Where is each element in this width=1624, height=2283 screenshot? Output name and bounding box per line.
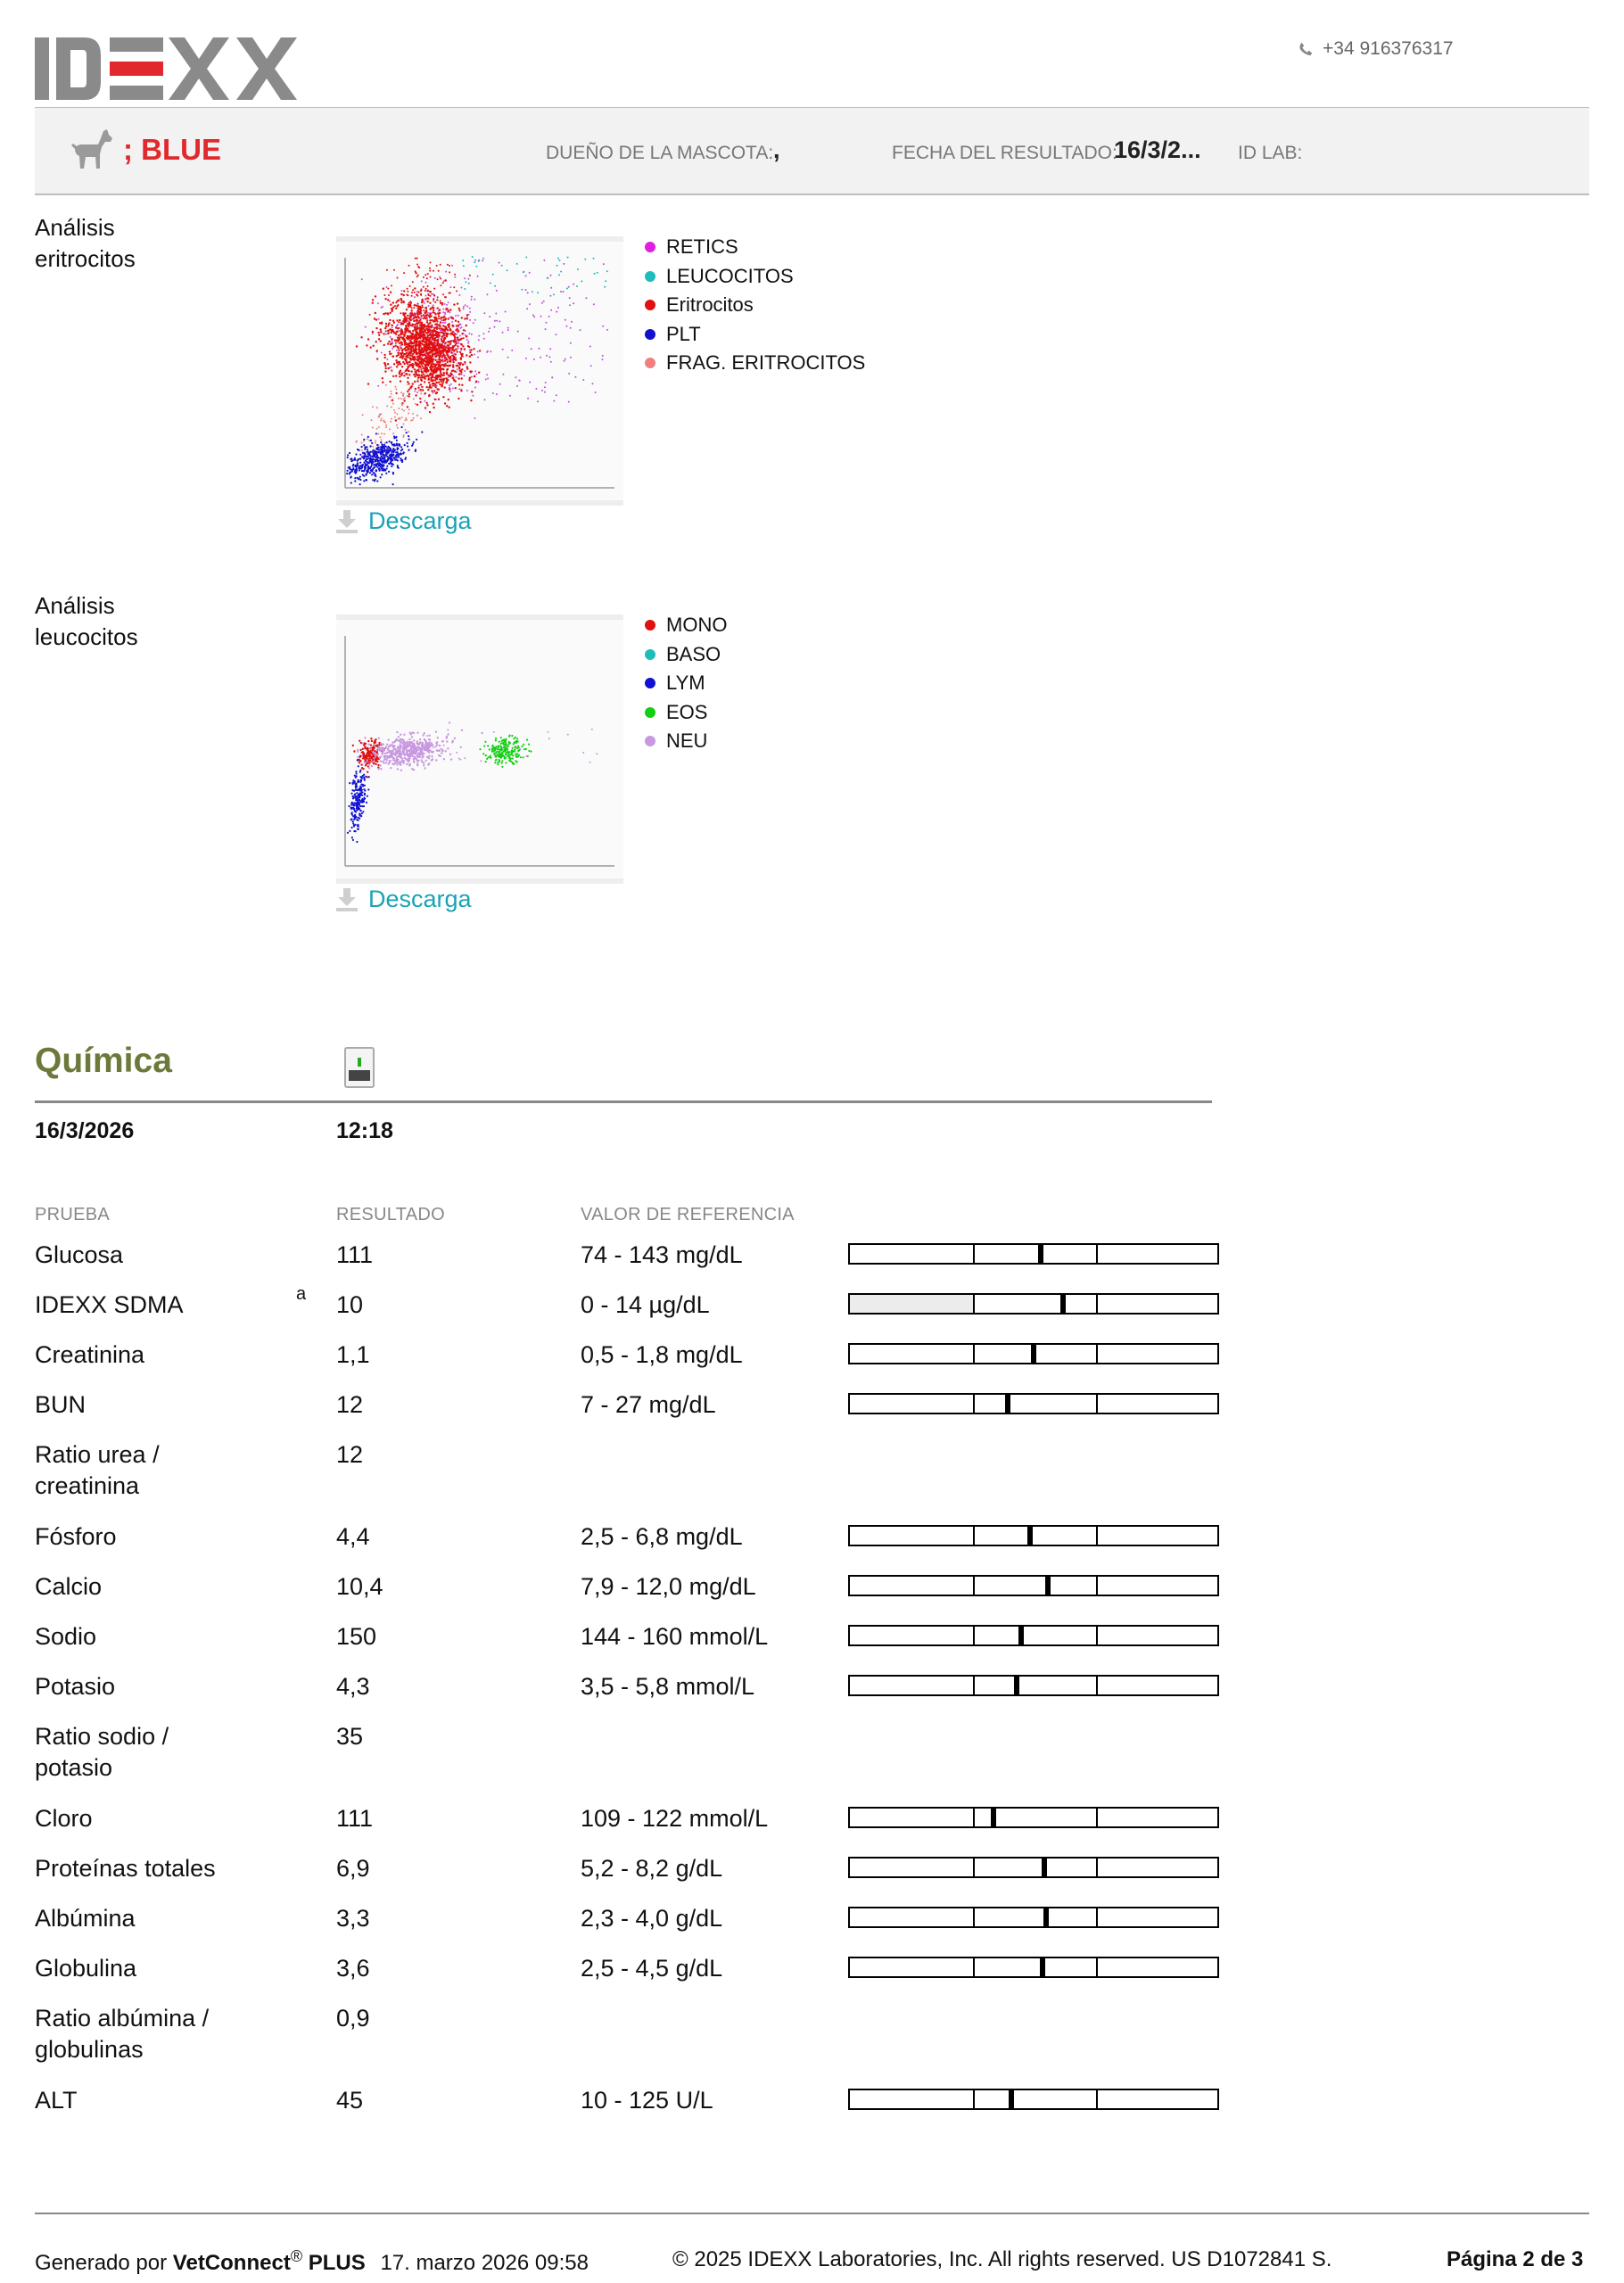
point-cloud: [479, 735, 532, 768]
chem-range-gauge: [848, 1957, 1219, 1978]
chem-test-name: [35, 1721, 169, 1784]
gauge-marker: [1027, 1525, 1033, 1546]
chemistry-time: 12:18: [336, 1118, 393, 1143]
chem-test-name: [35, 1671, 115, 1702]
chem-reference-range: 7,9 - 12,0 mg/dL: [581, 1573, 756, 1600]
chem-result-value: 3,3: [336, 1905, 370, 1932]
chem-result-value: 45: [336, 2087, 364, 2114]
chem-result-value: 35: [336, 1723, 364, 1750]
result-date-value: 16/3/2...: [1114, 136, 1201, 163]
chem-test-name-line: Sodio: [35, 1623, 97, 1650]
chem-result-value: 12: [336, 1441, 364, 1468]
gauge-divider: [973, 1627, 975, 1644]
chem-result-value: 12: [336, 1391, 364, 1418]
chem-range-gauge: [848, 1807, 1219, 1828]
legend-dot: [645, 678, 655, 688]
gauge-divider: [1096, 1295, 1098, 1313]
chem-range-gauge: [848, 1293, 1219, 1315]
footer-rule: [35, 2213, 1589, 2214]
chem-reference-range: 5,2 - 8,2 g/dL: [581, 1855, 723, 1882]
gauge-divider: [1096, 1677, 1098, 1694]
rbc-scatter-svg: [336, 242, 623, 500]
gauge-divider: [973, 1395, 975, 1413]
legend-dot: [645, 242, 655, 252]
result-date-label: FECHA DEL RESULTADO:: [892, 143, 1117, 163]
gauge-marker: [1042, 1857, 1047, 1878]
chem-test-name-line: Fósforo: [35, 1523, 117, 1550]
legend-dot: [645, 649, 655, 660]
chem-result-value: 10,4: [336, 1573, 383, 1600]
patient-bar: [35, 108, 1589, 194]
owner-label: DUEÑO DE LA MASCOTA:: [546, 143, 774, 163]
chem-range-gauge: [848, 1343, 1219, 1364]
wbc-scatter-plot: [336, 614, 623, 884]
gauge-divider: [1096, 1527, 1098, 1545]
gauge-divider: [1096, 1345, 1098, 1363]
chem-test-name-line: BUN: [35, 1391, 87, 1418]
gauge-marker: [1040, 1957, 1045, 1978]
chem-reference-range: 0 - 14 µg/dL: [581, 1291, 710, 1318]
rbc-legend: [645, 233, 865, 378]
chem-test-name: [35, 1389, 86, 1421]
gauge-divider: [1096, 1627, 1098, 1644]
chem-reference-range: 3,5 - 5,8 mmol/L: [581, 1673, 755, 1700]
rbc-scatter-plot: [336, 236, 623, 506]
gauge-divider: [1096, 1577, 1098, 1595]
chem-test-name-line: creatinina: [35, 1472, 140, 1499]
phone-number[interactable]: [1298, 38, 1454, 60]
wbc-legend: [645, 611, 727, 756]
legend-item: [645, 698, 727, 728]
chem-test-name-line: Ratio sodio /: [35, 1723, 169, 1750]
chem-result-value: 111: [336, 1805, 374, 1832]
legend-label: RETICS: [666, 235, 738, 258]
footer-plus: PLUS: [302, 2251, 366, 2275]
gauge-divider: [973, 1345, 975, 1363]
gauge-divider: [973, 1677, 975, 1694]
chem-test-name: [35, 1290, 184, 1321]
gauge-divider: [973, 1859, 975, 1876]
legend-dot: [645, 620, 655, 631]
gauge-divider: [1096, 2090, 1098, 2108]
legend-dot: [645, 329, 655, 340]
legend-label: FRAG. ERITROCITOS: [666, 351, 866, 374]
chem-result-value: 1,1: [336, 1341, 370, 1368]
chem-test-name: [35, 1339, 144, 1371]
gauge-divider: [973, 1958, 975, 1976]
chem-test-name: [35, 1240, 123, 1271]
chem-result-value: 10: [336, 1291, 364, 1318]
legend-dot: [645, 300, 655, 310]
chem-result-value: 111: [336, 1241, 374, 1268]
legend-label: LYM: [666, 672, 705, 694]
gauge-marker: [1045, 1575, 1051, 1596]
legend-item: [645, 640, 727, 670]
gauge-divider: [1096, 1958, 1098, 1976]
chem-reference-range: 74 - 143 mg/dL: [581, 1241, 743, 1268]
gauge-divider: [973, 2090, 975, 2108]
chem-test-name-line: potasio: [35, 1754, 113, 1781]
chem-range-gauge: [848, 1625, 1219, 1646]
chem-test-name-line: IDEXX SDMA: [35, 1291, 184, 1318]
gauge-divider: [973, 1908, 975, 1926]
footer-generated-prefix: Generado por: [35, 2251, 173, 2275]
download-label: Descarga: [368, 886, 472, 912]
footer-generated: [35, 2247, 589, 2276]
chem-test-name-line: Globulina: [35, 1955, 137, 1982]
chem-reference-range: 2,5 - 4,5 g/dL: [581, 1955, 723, 1982]
point-scatter: [462, 256, 608, 295]
chem-reference-range: 7 - 27 mg/dL: [581, 1391, 716, 1418]
gauge-divider: [973, 1527, 975, 1545]
chem-test-name-line: ALT: [35, 2087, 78, 2114]
chem-test-name-line: Calcio: [35, 1573, 103, 1600]
gauge-marker: [1043, 1907, 1049, 1928]
footer-page: Página 2 de 3: [1447, 2247, 1584, 2271]
footer-reg: ®: [290, 2247, 303, 2265]
legend-dot: [645, 707, 655, 718]
chemistry-rule: [35, 1100, 1212, 1103]
chem-test-name-line: Creatinina: [35, 1341, 145, 1368]
chemistry-date: 16/3/2026: [35, 1118, 135, 1143]
chem-reference-range: 2,3 - 4,0 g/dL: [581, 1905, 723, 1932]
chem-reference-range: 2,5 - 6,8 mg/dL: [581, 1523, 743, 1550]
col-head-result: RESULTADO: [336, 1205, 445, 1224]
chem-result-value: 6,9: [336, 1855, 370, 1882]
gauge-marker: [1009, 2089, 1014, 2110]
chem-reference-range: 144 - 160 mmol/L: [581, 1623, 769, 1650]
gauge-marker: [1031, 1343, 1036, 1364]
chem-footnote-marker[interactable]: a: [296, 1284, 307, 1304]
gauge-divider: [973, 1809, 975, 1826]
chem-range-gauge: [848, 1857, 1219, 1878]
legend-item: [645, 233, 865, 262]
point-cloud: [356, 279, 482, 421]
legend-item: [645, 349, 865, 378]
wbc-label-line2: leucocitos: [35, 623, 138, 650]
chem-test-name: [35, 1621, 96, 1652]
gauge-divider: [1096, 1245, 1098, 1263]
chem-result-value: 0,9: [336, 2005, 370, 2032]
wbc-section-label: [35, 590, 138, 653]
point-cloud: [346, 426, 423, 485]
rbc-label-line2: eritrocitos: [35, 245, 136, 272]
footer-timestamp: 17. marzo 2026 09:58: [380, 2251, 589, 2275]
header-rule-bottom: [35, 194, 1589, 195]
gauge-marker: [1018, 1625, 1024, 1646]
chem-test-name-line: Albúmina: [35, 1905, 136, 1932]
legend-item: [645, 262, 865, 292]
col-head-reference: VALOR DE REFERENCIA: [581, 1205, 795, 1224]
legend-label: Eritrocitos: [666, 293, 754, 316]
chem-test-name: [35, 1803, 93, 1834]
wbc-label-line1: Análisis: [35, 592, 115, 619]
analyzer-icon[interactable]: [344, 1047, 375, 1088]
chem-test-name-line: Ratio urea /: [35, 1441, 160, 1468]
download-label: Descarga: [368, 507, 472, 534]
chem-range-gauge: [848, 1525, 1219, 1546]
col-head-test: PRUEBA: [35, 1205, 111, 1224]
legend-label: PLT: [666, 322, 701, 345]
download-icon: [336, 888, 358, 911]
chem-test-name: [35, 2003, 209, 2065]
owner-value: ,: [773, 136, 780, 163]
gauge-divider: [1096, 1908, 1098, 1926]
chem-test-name: [35, 1439, 160, 1502]
legend-item: [645, 291, 865, 320]
lab-id-label: ID LAB:: [1238, 143, 1303, 163]
legend-label: MONO: [666, 614, 728, 636]
chem-result-value: 150: [336, 1623, 377, 1650]
gauge-divider: [1096, 1809, 1098, 1826]
chem-test-name: [35, 1953, 136, 1984]
legend-label: EOS: [666, 700, 708, 723]
chem-test-name: [35, 1521, 117, 1553]
chem-range-gauge: [848, 1243, 1219, 1265]
legend-item: [645, 669, 727, 698]
gauge-marker: [991, 1807, 996, 1828]
chem-result-value: 4,4: [336, 1523, 370, 1550]
rbc-section-label: [35, 212, 136, 275]
footer-product: VetConnect: [172, 2251, 291, 2275]
rbc-download-link[interactable]: [336, 507, 472, 535]
chem-test-name-line: Cloro: [35, 1805, 93, 1832]
chem-reference-range: 10 - 125 U/L: [581, 2087, 713, 2114]
gauge-divider: [973, 1577, 975, 1595]
chem-range-gauge: [848, 1907, 1219, 1928]
legend-label: NEU: [666, 729, 708, 752]
legend-label: LEUCOCITOS: [666, 264, 794, 287]
wbc-download-link[interactable]: [336, 886, 472, 913]
gauge-marker: [1014, 1675, 1019, 1696]
gauge-shade: [850, 1295, 973, 1313]
chemistry-title: Química: [35, 1042, 172, 1080]
rbc-label-line1: Análisis: [35, 214, 115, 241]
legend-dot: [645, 358, 655, 368]
phone-icon: [1298, 41, 1314, 57]
chem-reference-range: 109 - 122 mmol/L: [581, 1805, 769, 1832]
gauge-marker: [1060, 1293, 1066, 1315]
footer-copyright: © 2025 IDEXX Laboratories, Inc. All rights reserved. US D1072841 S.: [672, 2247, 1332, 2271]
legend-item: [645, 611, 727, 640]
gauge-divider: [1096, 1859, 1098, 1876]
chem-result-value: 3,6: [336, 1955, 370, 1982]
legend-dot: [645, 736, 655, 746]
chem-test-name-line: Ratio albúmina /: [35, 2005, 210, 2032]
chem-range-gauge: [848, 1675, 1219, 1696]
dog-icon: [68, 128, 114, 172]
chem-range-gauge: [848, 2089, 1219, 2110]
chem-range-gauge: [848, 1393, 1219, 1414]
gauge-divider: [1096, 1395, 1098, 1413]
wbc-scatter-svg: [336, 620, 623, 878]
chem-test-name: [35, 1853, 216, 1884]
chem-result-value: 4,3: [336, 1673, 370, 1700]
chem-test-name-line: Potasio: [35, 1673, 116, 1700]
gauge-marker: [1005, 1393, 1010, 1414]
gauge-marker: [1038, 1243, 1043, 1265]
chem-test-name-line: Proteínas totales: [35, 1855, 216, 1882]
gauge-divider: [973, 1295, 975, 1313]
legend-item: [645, 727, 727, 756]
chem-test-name-line: globulinas: [35, 2036, 144, 2063]
gauge-divider: [973, 1245, 975, 1263]
chem-range-gauge: [848, 1575, 1219, 1596]
chem-test-name: [35, 1903, 136, 1934]
patient-name: ; BLUE: [123, 133, 221, 166]
legend-label: BASO: [666, 642, 721, 665]
idexx-logo: [35, 37, 318, 100]
phone-text: +34 916376317: [1323, 38, 1454, 59]
chem-test-name-line: Glucosa: [35, 1241, 124, 1268]
download-icon: [336, 510, 358, 533]
legend-item: [645, 320, 865, 350]
legend-dot: [645, 271, 655, 282]
chem-test-name: [35, 1571, 102, 1603]
chem-test-name: [35, 2085, 78, 2116]
chem-reference-range: 0,5 - 1,8 mg/dL: [581, 1341, 743, 1368]
